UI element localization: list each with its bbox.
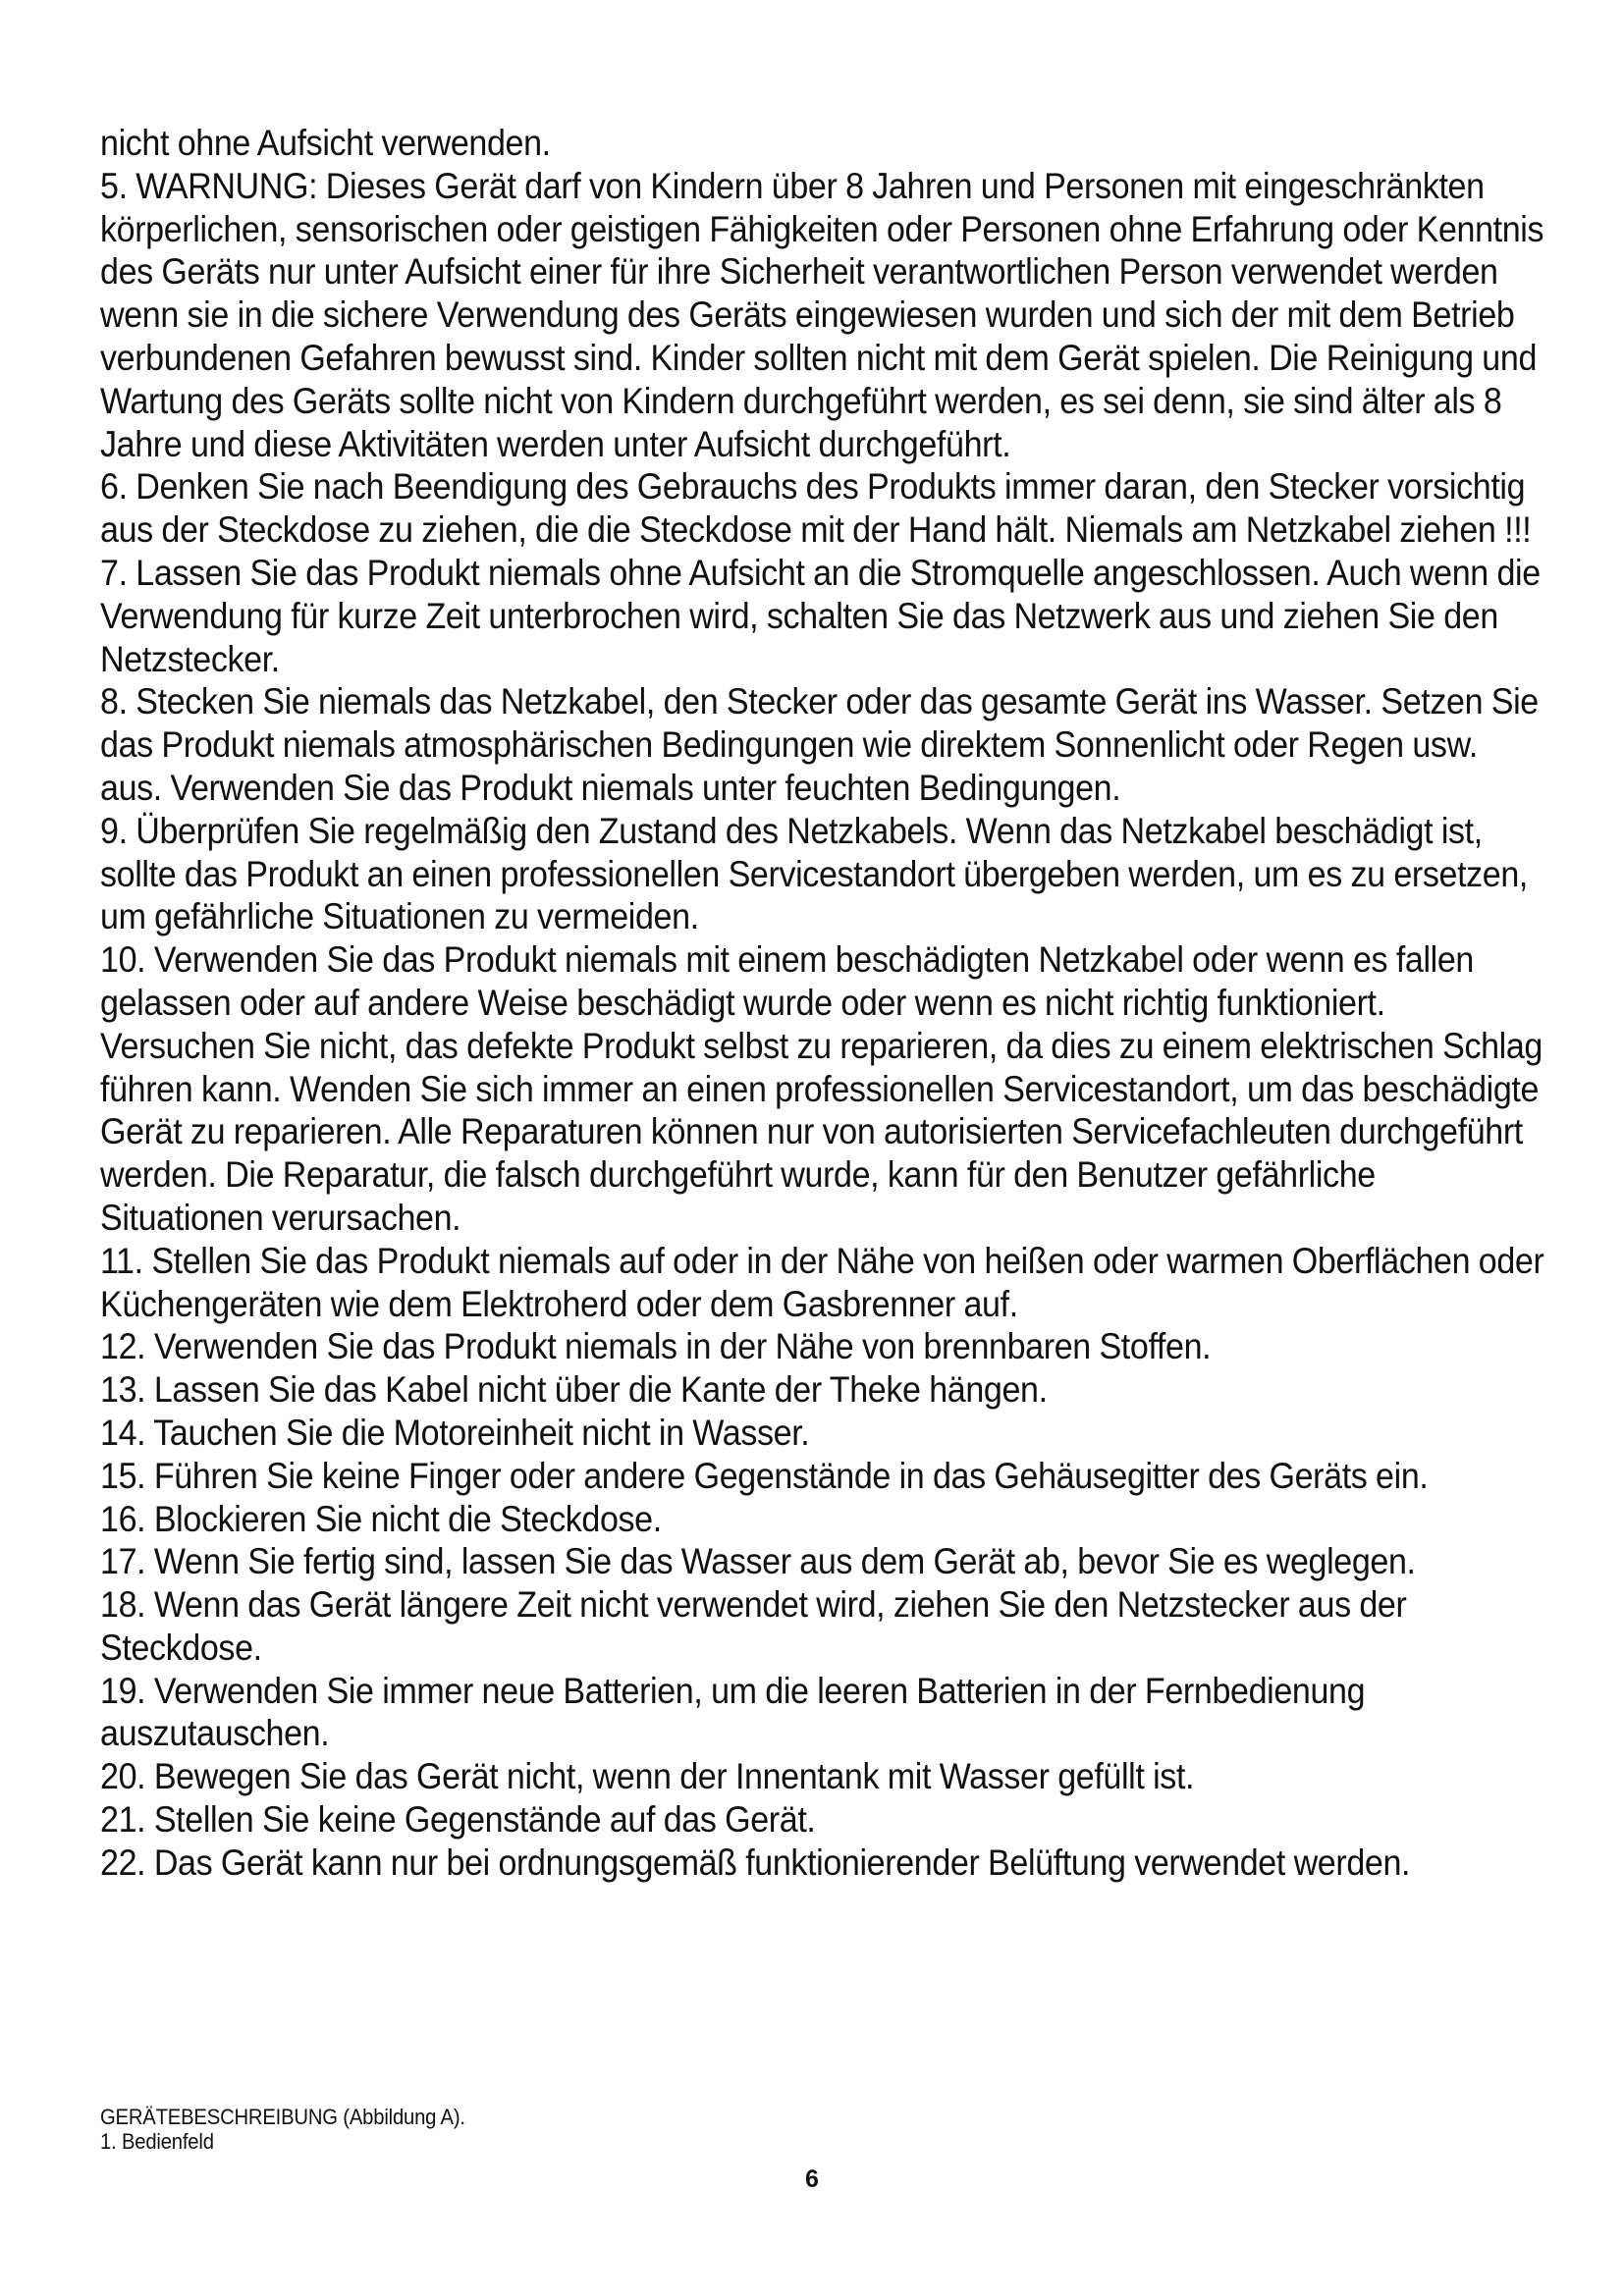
- instruction-item-19: 19. Verwenden Sie immer neue Batterien, um die leeren Batterien in der Fernbedienung auszutauschen.: [100, 1670, 1366, 1754]
- instruction-item-8: 8. Stecken Sie niemals das Netzkabel, den Stecker oder das gesamte Gerät ins Wasser. Setzen Sie das Produkt niemals atmosphärischen Bedingungen wie direktem Sonnenlicht oder Regen usw. aus. Verwenden Sie das Produkt niemals unter feuchten Bedingungen.: [100, 681, 1539, 808]
- instruction-item-20: 20. Bewegen Sie das Gerät nicht, wenn der Innentank mit Wasser gefüllt ist.: [100, 1756, 1195, 1797]
- instruction-item-16: 16. Blockieren Sie nicht die Steckdose.: [100, 1498, 662, 1539]
- device-description-section: [100, 2105, 497, 2154]
- page-number: 6: [805, 2165, 819, 2193]
- instruction-item-12: 12. Verwenden Sie das Produkt niemals in der Nähe von brennbaren Stoffen.: [100, 1326, 1212, 1367]
- instruction-item-14: 14. Tauchen Sie die Motoreinheit nicht in Wasser.: [100, 1412, 810, 1453]
- instruction-item-15: 15. Führen Sie keine Finger oder andere Gegenstände in das Gehäusegitter des Geräts ein.: [100, 1455, 1429, 1496]
- section-item-1: 1. Bedienfeld: [100, 2129, 214, 2154]
- instruction-item-7: 7. Lassen Sie das Produkt niemals ohne Aufsicht an die Stromquelle angeschlossen. Auch wenn die Verwendung für kurze Zeit unterbrochen wird, schalten Sie das Netzwerk aus und ziehen Sie den Netzstecker.: [100, 552, 1541, 679]
- instruction-item-21: 21. Stellen Sie keine Gegenstände auf das Gerät.: [100, 1799, 816, 1841]
- instruction-item-11: 11. Stellen Sie das Produkt niemals auf oder in der Nähe von heißen oder warmen Oberflächen oder Küchengeräten wie dem Elektroherd oder dem Gasbrenner auf.: [100, 1240, 1544, 1324]
- instruction-item-5: 5. WARNUNG: Dieses Gerät darf von Kindern über 8 Jahren und Personen mit eingeschränkten körperlichen, sensorischen oder geistigen Fähigkeiten oder Personen ohne Erfahrung oder Kenntnis des Geräts nur unter Aufsicht einer für ihre Sicherheit verantwortlichen Person verwendet werden wenn sie in die sichere Verwendung des Geräts eingewiesen wurden und sich der mit dem Betrieb verbundenen Gefahren bewusst sind. Kinder sollten nicht mit dem Gerät spielen. Die Reinigung und Wartung des Geräts sollte nicht von Kindern durchgeführt werden, es sei denn, sie sind älter als 8 Jahre und diese Aktivitäten werden unter Aufsicht durchgeführt.: [100, 165, 1544, 464]
- document-page: [100, 122, 1553, 1885]
- instruction-item-10: 10. Verwenden Sie das Produkt niemals mit einem beschädigten Netzkabel oder wenn es fallen gelassen oder auf andere Weise beschädigt wurde oder wenn es nicht richtig funktioniert. Versuchen Sie nicht, das defekte Produkt selbst zu reparieren, da dies zu einem elektrischen Schlag führen kann. Wenden Sie sich immer an einen professionellen Servicestandort, um das beschädigte Gerät zu reparieren. Alle Reparaturen können nur von autorisierten Servicefachleuten durchgeführt werden. Die Reparatur, die falsch durchgeführt wurde, kann für den Benutzer gefährliche Situationen verursachen.: [100, 939, 1543, 1238]
- instruction-item-17: 17. Wenn Sie fertig sind, lassen Sie das Wasser aus dem Gerät ab, bevor Sie es weglegen.: [100, 1541, 1416, 1582]
- instruction-item-6: 6. Denken Sie nach Beendigung des Gebrauchs des Produkts immer daran, den Stecker vorsichtig aus der Steckdose zu ziehen, die die Steckdose mit der Hand hält. Niemals am Netzkabel ziehen !!!: [100, 466, 1532, 551]
- instruction-item-18: 18. Wenn das Gerät längere Zeit nicht verwendet wird, ziehen Sie den Netzstecker aus der Steckdose.: [100, 1584, 1407, 1668]
- instruction-item-13: 13. Lassen Sie das Kabel nicht über die Kante der Theke hängen.: [100, 1369, 1048, 1411]
- safety-instructions: [100, 122, 1553, 1885]
- instruction-item-22: 22. Das Gerät kann nur bei ordnungsgemäß funktionierender Belüftung verwendet werden.: [100, 1842, 1411, 1883]
- section-heading: GERÄTEBESCHREIBUNG (Abbildung A).: [100, 2105, 465, 2129]
- paragraph-continuation: nicht ohne Aufsicht verwenden.: [100, 123, 551, 163]
- instruction-item-9: 9. Überprüfen Sie regelmäßig den Zustand des Netzkabels. Wenn das Netzkabel beschädigt ist, sollte das Produkt an einen professionellen Servicestandort übergeben werden, um es zu ersetzen, um gefährliche Situationen zu vermeiden.: [100, 810, 1529, 937]
